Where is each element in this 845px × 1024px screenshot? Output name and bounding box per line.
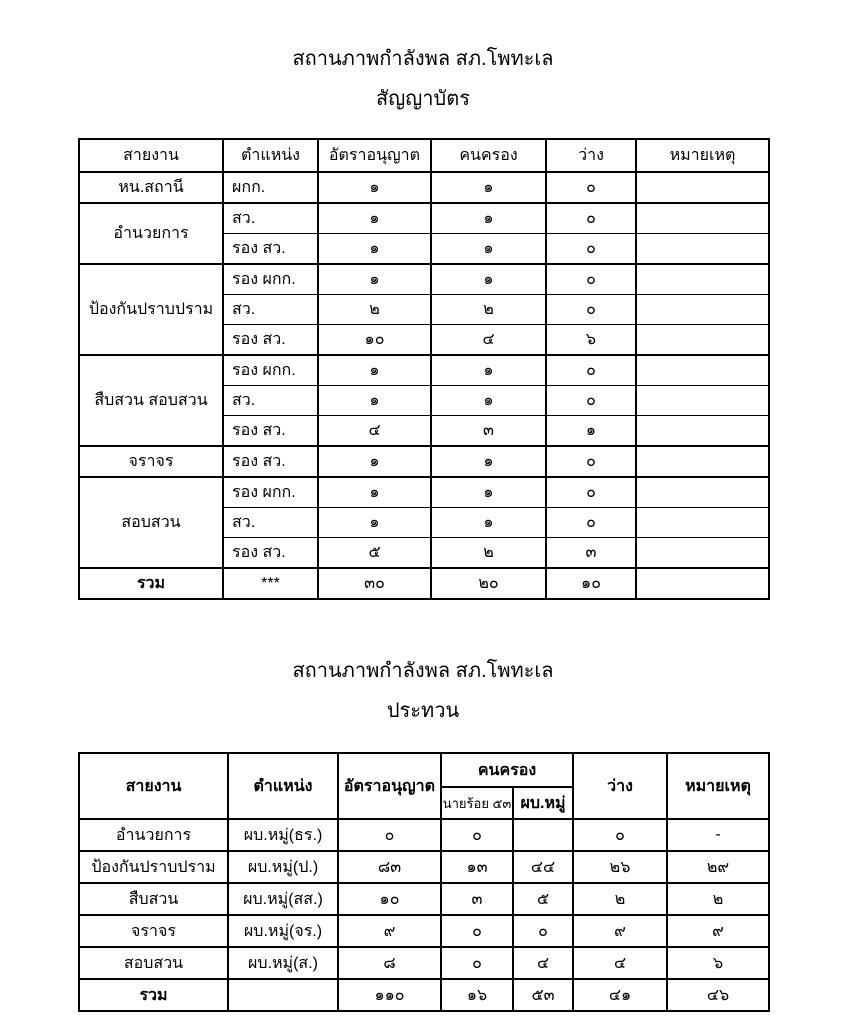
- table-row: [79, 477, 769, 508]
- cell-remark: [636, 386, 769, 416]
- cell-vacant: ๔๑: [573, 979, 667, 1011]
- col-header-unit: สายงาน: [79, 753, 228, 819]
- cell-vacant: ๒๖: [573, 851, 667, 883]
- cell-position: ผบ.หมู่(ธร.): [228, 819, 338, 851]
- cell-position: รอง ผกก.: [223, 264, 318, 295]
- cell-allowed: ๑๐: [318, 325, 431, 356]
- table-row: [79, 264, 769, 295]
- cell-allowed: ๔: [318, 416, 431, 447]
- cell-vacant: ๙: [573, 915, 667, 947]
- cell-allowed: ๙: [338, 915, 441, 947]
- col-header-remark: หมายเหตุ: [636, 139, 769, 172]
- cell-vacant: ๒: [573, 883, 667, 915]
- cell-vacant: ๐: [546, 508, 636, 538]
- cell-vacant: ๑: [546, 416, 636, 447]
- cell-remark: [636, 355, 769, 386]
- cell-position: รอง ผกก.: [223, 477, 318, 508]
- cell-allowed: ๕: [318, 538, 431, 569]
- cell-vacant: ๐: [546, 477, 636, 508]
- table-row: [79, 355, 769, 386]
- cell-unit: สืบสวน สอบสวน: [79, 355, 223, 446]
- cell-allowed: ๒: [318, 295, 431, 325]
- header-row: [79, 753, 769, 787]
- page-title: สถานภาพกำลังพล สภ.โพทะเล: [292, 48, 554, 70]
- table-row: [79, 819, 769, 851]
- cell-vacant: ๔: [573, 947, 667, 979]
- cell-vacant: ๐: [546, 386, 636, 416]
- cell-occupied-officer: ๐: [441, 819, 513, 851]
- cell-occupied-squad: ๐: [513, 915, 573, 947]
- cell-position: ผบ.หมู่(ส.): [228, 947, 338, 979]
- cell-remark: ๔๖: [667, 979, 769, 1011]
- table-row: [79, 203, 769, 234]
- cell-total-label: รวม: [79, 568, 223, 599]
- cell-remark: ๒๙: [667, 851, 769, 883]
- nco-table-body: [79, 819, 769, 1011]
- cell-position: รอง สว.: [223, 416, 318, 447]
- cell-occupied: ๒: [431, 538, 546, 569]
- cell-remark: ๒: [667, 883, 769, 915]
- section-nco: [78, 658, 768, 1012]
- cell-occupied: ๑: [431, 264, 546, 295]
- col-header-vacant: ว่าง: [546, 139, 636, 172]
- cell-total-label: รวม: [79, 979, 228, 1011]
- total-row: [79, 979, 769, 1011]
- cell-occupied-squad: ๕: [513, 883, 573, 915]
- cell-position: รอง สว.: [223, 538, 318, 569]
- cell-unit: จราจร: [79, 915, 228, 947]
- table-row: [79, 883, 769, 915]
- cell-allowed: ๑: [318, 234, 431, 265]
- section-subtitle: สัญญาบัตร: [376, 88, 470, 110]
- cell-occupied: ๑: [431, 355, 546, 386]
- section-commissioned: [78, 46, 768, 600]
- table-row: [79, 172, 769, 203]
- col-header-occupied-officer: นายร้อย ๕๓: [441, 787, 513, 819]
- cell-vacant: ๓: [546, 538, 636, 569]
- cell-remark: [636, 203, 769, 234]
- cell-position: รอง สว.: [223, 325, 318, 356]
- cell-occupied-officer: ๑๖: [441, 979, 513, 1011]
- cell-remark: [636, 477, 769, 508]
- cell-unit: อำนวยการ: [79, 203, 223, 264]
- cell-remark: -: [667, 819, 769, 851]
- col-header-position: ตำแหน่ง: [223, 139, 318, 172]
- cell-remark: [636, 416, 769, 447]
- cell-occupied-officer: ๐: [441, 947, 513, 979]
- cell-allowed: ๑๐: [338, 883, 441, 915]
- cell-remark: [636, 508, 769, 538]
- cell-allowed: ๑: [318, 355, 431, 386]
- cell-remark: [636, 568, 769, 599]
- cell-unit: จราจร: [79, 446, 223, 477]
- cell-position: รอง ผกก.: [223, 355, 318, 386]
- cell-occupied: ๓: [431, 416, 546, 447]
- cell-remark: [636, 264, 769, 295]
- col-header-occupied: คนครอง: [431, 139, 546, 172]
- cell-unit: อำนวยการ: [79, 819, 228, 851]
- cell-position: ***: [223, 568, 318, 599]
- cell-occupied-squad: [513, 819, 573, 851]
- header-row: [79, 139, 769, 172]
- cell-allowed: ๑: [318, 446, 431, 477]
- cell-occupied: ๒: [431, 295, 546, 325]
- cell-occupied: ๑: [431, 234, 546, 265]
- table-row: [79, 947, 769, 979]
- cell-occupied-officer: ๑๓: [441, 851, 513, 883]
- cell-unit: สอบสวน: [79, 947, 228, 979]
- cell-position: สว.: [223, 203, 318, 234]
- cell-position: ผบ.หมู่(จร.): [228, 915, 338, 947]
- cell-allowed: ๑: [318, 508, 431, 538]
- cell-vacant: ๐: [546, 234, 636, 265]
- cell-vacant: ๑๐: [546, 568, 636, 599]
- cell-position: ผบ.หมู่(ป.): [228, 851, 338, 883]
- cell-position: รอง สว.: [223, 446, 318, 477]
- cell-allowed: ๑: [318, 386, 431, 416]
- cell-unit: สืบสวน: [79, 883, 228, 915]
- cell-occupied-squad: ๕๓: [513, 979, 573, 1011]
- col-header-allowed: อัตราอนุญาต: [318, 139, 431, 172]
- cell-allowed: ๘: [338, 947, 441, 979]
- col-header-position: ตำแหน่ง: [228, 753, 338, 819]
- cell-unit: ป้องกันปราบปราม: [79, 851, 228, 883]
- cell-remark: ๖: [667, 947, 769, 979]
- commissioned-table: [78, 138, 770, 600]
- section-subtitle-2: ประทวน: [386, 700, 460, 722]
- cell-vacant: ๐: [546, 172, 636, 203]
- cell-vacant: ๐: [546, 446, 636, 477]
- cell-position: สว.: [223, 386, 318, 416]
- col-header-occupied-squad: ผบ.หมู่: [513, 787, 573, 819]
- cell-occupied: ๔: [431, 325, 546, 356]
- cell-occupied-squad: ๔: [513, 947, 573, 979]
- cell-vacant: ๐: [546, 203, 636, 234]
- cell-allowed: ๑: [318, 477, 431, 508]
- col-header-unit: สายงาน: [79, 139, 223, 172]
- cell-position: ผกก.: [223, 172, 318, 203]
- cell-occupied-officer: ๐: [441, 915, 513, 947]
- cell-vacant: ๐: [546, 295, 636, 325]
- cell-position: รอง สว.: [223, 234, 318, 265]
- nco-table: [78, 752, 770, 1012]
- total-row: [79, 568, 769, 599]
- table-row: [79, 446, 769, 477]
- cell-position: สว.: [223, 295, 318, 325]
- cell-occupied: ๑: [431, 446, 546, 477]
- cell-unit: ป้องกันปราบปราม: [79, 264, 223, 355]
- cell-remark: [636, 295, 769, 325]
- commissioned-table-body: [79, 172, 769, 599]
- cell-unit: สอบสวน: [79, 477, 223, 568]
- cell-remark: [636, 234, 769, 265]
- table-row: [79, 915, 769, 947]
- col-header-allowed: อัตราอนุญาต: [338, 753, 441, 819]
- cell-occupied: ๑: [431, 508, 546, 538]
- cell-position: [228, 979, 338, 1011]
- cell-remark: [636, 325, 769, 356]
- col-header-remark: หมายเหตุ: [667, 753, 769, 819]
- cell-remark: [636, 172, 769, 203]
- cell-position: ผบ.หมู่(สส.): [228, 883, 338, 915]
- cell-position: สว.: [223, 508, 318, 538]
- cell-allowed: ๐: [338, 819, 441, 851]
- cell-occupied: ๑: [431, 477, 546, 508]
- cell-vacant: ๐: [573, 819, 667, 851]
- col-header-vacant: ว่าง: [573, 753, 667, 819]
- col-header-occupied-group: คนครอง: [441, 753, 573, 787]
- cell-remark: [636, 446, 769, 477]
- cell-occupied: ๒๐: [431, 568, 546, 599]
- cell-occupied: ๑: [431, 386, 546, 416]
- cell-allowed: ๑: [318, 264, 431, 295]
- cell-vacant: ๐: [546, 355, 636, 386]
- table-row: [79, 851, 769, 883]
- cell-allowed: ๑๑๐: [338, 979, 441, 1011]
- cell-unit: หน.สถานี: [79, 172, 223, 203]
- cell-remark: [636, 538, 769, 569]
- cell-occupied: ๑: [431, 172, 546, 203]
- cell-allowed: ๘๓: [338, 851, 441, 883]
- cell-remark: ๙: [667, 915, 769, 947]
- cell-allowed: ๑: [318, 172, 431, 203]
- cell-occupied: ๑: [431, 203, 546, 234]
- page-title-2: สถานภาพกำลังพล สภ.โพทะเล: [292, 660, 554, 682]
- cell-occupied-squad: ๔๔: [513, 851, 573, 883]
- cell-vacant: ๐: [546, 264, 636, 295]
- cell-occupied-officer: ๓: [441, 883, 513, 915]
- cell-allowed: ๓๐: [318, 568, 431, 599]
- cell-vacant: ๖: [546, 325, 636, 356]
- cell-allowed: ๑: [318, 203, 431, 234]
